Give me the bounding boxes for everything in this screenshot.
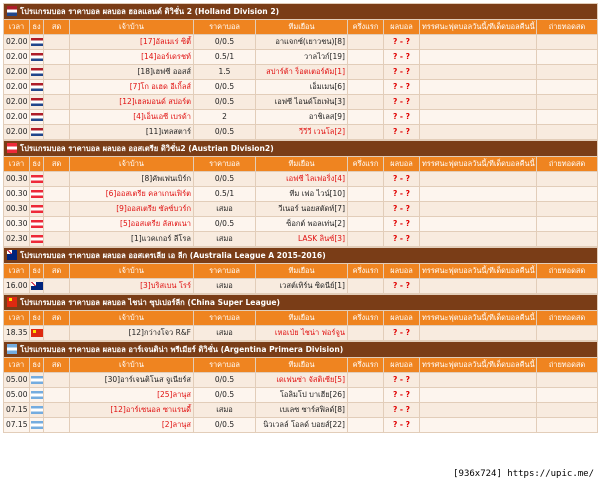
col-flag-header: ธง — [30, 20, 44, 35]
prediction-cell — [420, 232, 537, 247]
league-header[interactable] — [4, 342, 598, 358]
country-flag-icon — [31, 391, 43, 399]
col-away-header: ทีมเยือน — [256, 358, 348, 373]
match-time: 02.00 — [4, 110, 30, 125]
col-halftime-header: ครึ่งแรก — [348, 157, 384, 172]
away-team[interactable]: วีวีวี เวนโล[2] — [256, 125, 348, 140]
col-home-header: เจ้าบ้าน — [70, 157, 194, 172]
live-cell — [44, 187, 70, 202]
live-broadcast-cell — [537, 232, 598, 247]
live-cell — [44, 326, 70, 341]
column-header-row — [4, 20, 598, 35]
match-row — [4, 418, 598, 433]
flag-cell — [30, 388, 44, 403]
live-cell — [44, 50, 70, 65]
match-row — [4, 125, 598, 140]
country-flag-icon — [31, 190, 43, 198]
match-row — [4, 202, 598, 217]
match-odds: 0/0.5 — [194, 388, 256, 403]
match-result: ? - ? — [384, 403, 420, 418]
halftime-score — [348, 125, 384, 140]
match-row — [4, 388, 598, 403]
halftime-score — [348, 35, 384, 50]
live-broadcast-cell — [537, 388, 598, 403]
col-flag-header: ธง — [30, 358, 44, 373]
home-team[interactable]: [5]ออสเตรีย ลัสเตเนา — [70, 217, 194, 232]
live-cell — [44, 125, 70, 140]
away-team[interactable]: นิวเวลล์ โอลด์ บอยส์[22] — [256, 418, 348, 433]
col-home-header: เจ้าบ้าน — [70, 264, 194, 279]
col-live-header: สด — [44, 157, 70, 172]
flag-cell — [30, 326, 44, 341]
country-flag-icon — [31, 53, 43, 61]
match-result: ? - ? — [384, 373, 420, 388]
home-team[interactable]: [18]เฮฟซี ออสส์ — [70, 65, 194, 80]
col-live-broadcast-header: ถ่ายทอดสด — [537, 157, 598, 172]
flag-cell — [30, 110, 44, 125]
live-broadcast-cell — [537, 373, 598, 388]
col-result-header: ผลบอล — [384, 311, 420, 326]
match-time: 00.30 — [4, 217, 30, 232]
flag-cell — [30, 95, 44, 110]
prediction-cell — [420, 403, 537, 418]
col-live-header: สด — [44, 311, 70, 326]
prediction-cell — [420, 95, 537, 110]
match-result: ? - ? — [384, 217, 420, 232]
live-cell — [44, 202, 70, 217]
flag-cell — [30, 187, 44, 202]
flag-cell — [30, 217, 44, 232]
live-broadcast-cell — [537, 217, 598, 232]
flag-cell — [30, 80, 44, 95]
halftime-score — [348, 80, 384, 95]
col-live-broadcast-header: ถ่ายทอดสด — [537, 20, 598, 35]
flag-cell — [30, 50, 44, 65]
match-odds: เสมอ — [194, 202, 256, 217]
prediction-cell — [420, 388, 537, 403]
halftime-score — [348, 403, 384, 418]
country-flag-icon — [31, 282, 43, 290]
away-team[interactable]: อาแจกซ์(เยาวชน)[8] — [256, 35, 348, 50]
match-row — [4, 187, 598, 202]
league-header-row — [4, 141, 598, 157]
col-prediction-header: ทรรศนะฟุตบอลวันนี้/ทีเด็ดบอลคืนนี้ — [420, 311, 537, 326]
country-flag-icon — [31, 220, 43, 228]
col-time-header: เวลา — [4, 157, 30, 172]
live-broadcast-cell — [537, 187, 598, 202]
match-time: 02.00 — [4, 35, 30, 50]
match-row — [4, 326, 598, 341]
col-odds-header: ราคาบอล — [194, 264, 256, 279]
country-flag-icon — [31, 205, 43, 213]
col-home-header: เจ้าบ้าน — [70, 311, 194, 326]
halftime-score — [348, 326, 384, 341]
match-result: ? - ? — [384, 172, 420, 187]
away-team[interactable]: สปาร์ต้า ร็อตเตอร์ดัม[1] — [256, 65, 348, 80]
home-team[interactable]: [14]ออร์เดรชท์ — [70, 50, 194, 65]
match-time: 02.00 — [4, 95, 30, 110]
live-cell — [44, 403, 70, 418]
match-time: 18.35 — [4, 326, 30, 341]
country-flag-icon — [31, 406, 43, 414]
match-row — [4, 80, 598, 95]
match-result: ? - ? — [384, 326, 420, 341]
live-broadcast-cell — [537, 125, 598, 140]
col-halftime-header: ครึ่งแรก — [348, 311, 384, 326]
flag-cell — [30, 403, 44, 418]
live-broadcast-cell — [537, 172, 598, 187]
match-result: ? - ? — [384, 279, 420, 294]
match-result: ? - ? — [384, 80, 420, 95]
flag-cell — [30, 65, 44, 80]
league-header[interactable] — [4, 4, 598, 20]
match-result: ? - ? — [384, 418, 420, 433]
live-cell — [44, 35, 70, 50]
halftime-score — [348, 95, 384, 110]
flag-cell — [30, 125, 44, 140]
away-team[interactable]: เดเฟนซ่า จัสติเซีย[5] — [256, 373, 348, 388]
col-result-header: ผลบอล — [384, 20, 420, 35]
away-team[interactable]: วีเนอร์ นอยสตัดท์[7] — [256, 202, 348, 217]
austria-ball-icon — [7, 143, 17, 153]
match-row — [4, 373, 598, 388]
live-broadcast-cell — [537, 418, 598, 433]
match-time: 05.00 — [4, 388, 30, 403]
match-time: 02.00 — [4, 65, 30, 80]
australia-league-icon — [7, 250, 17, 260]
col-result-header: ผลบอล — [384, 157, 420, 172]
col-prediction-header: ทรรศนะฟุตบอลวันนี้/ทีเด็ดบอลคืนนี้ — [420, 157, 537, 172]
match-row — [4, 65, 598, 80]
prediction-cell — [420, 202, 537, 217]
away-team[interactable]: ซ็อกต์ พอลเท่น[2] — [256, 217, 348, 232]
match-odds: 0.5/1 — [194, 187, 256, 202]
col-prediction-header: ทรรศนะฟุตบอลวันนี้/ทีเด็ดบอลคืนนี้ — [420, 358, 537, 373]
col-result-header: ผลบอล — [384, 358, 420, 373]
live-broadcast-cell — [537, 95, 598, 110]
match-odds: เสมอ — [194, 279, 256, 294]
country-flag-icon — [31, 175, 43, 183]
col-time-header: เวลา — [4, 358, 30, 373]
prediction-cell — [420, 418, 537, 433]
league-table — [3, 294, 598, 341]
prediction-cell — [420, 50, 537, 65]
column-header-row — [4, 358, 598, 373]
prediction-cell — [420, 373, 537, 388]
match-time: 02.00 — [4, 125, 30, 140]
prediction-cell — [420, 279, 537, 294]
flag-cell — [30, 202, 44, 217]
col-flag-header: ธง — [30, 157, 44, 172]
col-time-header: เวลา — [4, 20, 30, 35]
live-cell — [44, 110, 70, 125]
match-odds: 0/0.5 — [194, 217, 256, 232]
live-cell — [44, 279, 70, 294]
halftime-score — [348, 187, 384, 202]
country-flag-icon — [31, 113, 43, 121]
match-odds: 0/0.5 — [194, 125, 256, 140]
league-title[interactable]: โปรแกรมบอล ราคาบอล ผลบอล ออสเตรีย ดิวิชั่น2 (Austrian Division2) — [20, 144, 274, 153]
col-halftime-header: ครึ่งแรก — [348, 264, 384, 279]
country-flag-icon — [31, 329, 43, 337]
country-flag-icon — [31, 98, 43, 106]
match-odds: เสมอ — [194, 403, 256, 418]
league-header[interactable] — [4, 248, 598, 264]
live-cell — [44, 217, 70, 232]
home-team[interactable]: [1]แวคเกอร์ ลีโรล — [70, 232, 194, 247]
league-table — [3, 140, 598, 247]
league-header[interactable] — [4, 141, 598, 157]
live-broadcast-cell — [537, 50, 598, 65]
away-team[interactable]: LASK ลินซ์[3] — [256, 232, 348, 247]
home-team[interactable]: [9]ออสเตรีย ซัลซ์บวร์ก — [70, 202, 194, 217]
col-odds-header: ราคาบอล — [194, 157, 256, 172]
away-team[interactable]: เวสต์เทิร์น ซิดนีย์[1] — [256, 279, 348, 294]
match-row — [4, 279, 598, 294]
match-time: 00.30 — [4, 187, 30, 202]
live-cell — [44, 65, 70, 80]
match-row — [4, 95, 598, 110]
match-result: ? - ? — [384, 110, 420, 125]
home-team[interactable]: [12]เฮลมอนด์ สปอร์ต — [70, 95, 194, 110]
live-broadcast-cell — [537, 279, 598, 294]
match-odds: 0/0.5 — [194, 35, 256, 50]
away-team[interactable]: เอฟซี ไอนด์โฮเฟ่น[3] — [256, 95, 348, 110]
match-row — [4, 232, 598, 247]
flag-cell — [30, 172, 44, 187]
match-time: 00.30 — [4, 202, 30, 217]
match-result: ? - ? — [384, 202, 420, 217]
halftime-score — [348, 65, 384, 80]
halftime-score — [348, 50, 384, 65]
match-odds: เสมอ — [194, 232, 256, 247]
match-odds: 0/0.5 — [194, 418, 256, 433]
country-flag-icon — [31, 376, 43, 384]
flag-cell — [30, 35, 44, 50]
col-away-header: ทีมเยือน — [256, 20, 348, 35]
col-away-header: ทีมเยือน — [256, 264, 348, 279]
match-row — [4, 50, 598, 65]
match-result: ? - ? — [384, 388, 420, 403]
prediction-cell — [420, 35, 537, 50]
col-odds-header: ราคาบอล — [194, 20, 256, 35]
column-header-row — [4, 311, 598, 326]
home-team[interactable]: [2]ลานุส — [70, 418, 194, 433]
match-time: 00.30 — [4, 172, 30, 187]
halftime-score — [348, 418, 384, 433]
match-odds: 2 — [194, 110, 256, 125]
col-odds-header: ราคาบอล — [194, 311, 256, 326]
holland-flag-icon — [7, 6, 17, 16]
match-time: 16.00 — [4, 279, 30, 294]
col-live-broadcast-header: ถ่ายทอดสด — [537, 264, 598, 279]
live-broadcast-cell — [537, 65, 598, 80]
live-cell — [44, 172, 70, 187]
live-cell — [44, 373, 70, 388]
home-team[interactable]: [12]กว่างโจว R&F — [70, 326, 194, 341]
match-odds: 0/0.5 — [194, 95, 256, 110]
league-table — [3, 3, 598, 140]
home-team[interactable]: [3]บริสเบน โรร์ — [70, 279, 194, 294]
away-team[interactable]: เอ็มเมน[6] — [256, 80, 348, 95]
away-team[interactable]: เอฟซี ไลเฟอริ่ง[4] — [256, 172, 348, 187]
match-row — [4, 172, 598, 187]
match-result: ? - ? — [384, 125, 420, 140]
col-home-header: เจ้าบ้าน — [70, 358, 194, 373]
country-flag-icon — [31, 83, 43, 91]
col-away-header: ทีมเยือน — [256, 157, 348, 172]
col-result-header: ผลบอล — [384, 264, 420, 279]
match-odds: 0/0.5 — [194, 172, 256, 187]
home-team[interactable]: [12]อาร์เซนอล ซาแรนดี้ — [70, 403, 194, 418]
away-team[interactable]: วาลไวก์[19] — [256, 50, 348, 65]
home-team[interactable]: [25]ลานุส — [70, 388, 194, 403]
away-team[interactable]: โอลิมโป บาเฮีย[26] — [256, 388, 348, 403]
col-away-header: ทีมเยือน — [256, 311, 348, 326]
live-cell — [44, 418, 70, 433]
match-time: 07.15 — [4, 418, 30, 433]
col-live-broadcast-header: ถ่ายทอดสด — [537, 358, 598, 373]
country-flag-icon — [31, 68, 43, 76]
home-team[interactable]: [7]โก อเฮด อีเกิ้ลส์ — [70, 80, 194, 95]
halftime-score — [348, 217, 384, 232]
league-title[interactable]: โปรแกรมบอล ราคาบอล ผลบอล ออสเตรเลีย เอ ลีก (Australia League A 2015-2016) — [20, 251, 326, 260]
country-flag-icon — [31, 421, 43, 429]
country-flag-icon — [31, 38, 43, 46]
col-halftime-header: ครึ่งแรก — [348, 20, 384, 35]
column-header-row — [4, 264, 598, 279]
away-team[interactable]: อาชิเลส[9] — [256, 110, 348, 125]
match-row — [4, 403, 598, 418]
league-header-row — [4, 4, 598, 20]
flag-cell — [30, 232, 44, 247]
column-header-row — [4, 157, 598, 172]
match-odds: 1.5 — [194, 65, 256, 80]
halftime-score — [348, 202, 384, 217]
country-flag-icon — [31, 128, 43, 136]
match-odds: เสมอ — [194, 326, 256, 341]
match-row — [4, 217, 598, 232]
halftime-score — [348, 373, 384, 388]
match-result: ? - ? — [384, 187, 420, 202]
live-broadcast-cell — [537, 403, 598, 418]
halftime-score — [348, 232, 384, 247]
prediction-cell — [420, 65, 537, 80]
prediction-cell — [420, 326, 537, 341]
col-live-header: สด — [44, 358, 70, 373]
halftime-score — [348, 110, 384, 125]
league-title[interactable]: โปรแกรมบอล ราคาบอล ผลบอล ฮอลแลนด์ ดิวิชั่น 2 (Holland Division 2) — [20, 7, 280, 16]
col-time-header: เวลา — [4, 311, 30, 326]
away-team[interactable]: เหอเป่ย ไชน่า ฟอร์จูน — [256, 326, 348, 341]
prediction-cell — [420, 125, 537, 140]
flag-cell — [30, 373, 44, 388]
league-program-list — [3, 3, 597, 433]
league-header-row — [4, 295, 598, 311]
col-prediction-header: ทรรศนะฟุตบอลวันนี้/ทีเด็ดบอลคืนนี้ — [420, 264, 537, 279]
home-team[interactable]: [11]เทลสตาร์ — [70, 125, 194, 140]
home-team[interactable]: [30]อาร์เจนติโนส จูเนียร์ส — [70, 373, 194, 388]
argentina-league-icon — [7, 344, 17, 354]
match-odds: 0/0.5 — [194, 373, 256, 388]
league-table — [3, 247, 598, 294]
country-flag-icon — [31, 235, 43, 243]
col-halftime-header: ครึ่งแรก — [348, 358, 384, 373]
match-time: 02.30 — [4, 232, 30, 247]
image-size-footer: [936x724] https://upic.me/ — [450, 468, 597, 480]
col-flag-header: ธง — [30, 311, 44, 326]
flag-cell — [30, 279, 44, 294]
prediction-cell — [420, 110, 537, 125]
match-result: ? - ? — [384, 35, 420, 50]
home-team[interactable]: [6]ออสเตรีย คลาเกนเฟิร์ต — [70, 187, 194, 202]
col-live-header: สด — [44, 20, 70, 35]
live-cell — [44, 80, 70, 95]
live-broadcast-cell — [537, 326, 598, 341]
prediction-cell — [420, 217, 537, 232]
prediction-cell — [420, 172, 537, 187]
prediction-cell — [420, 187, 537, 202]
home-team[interactable]: [8]คัพเฟนเบิร์ก — [70, 172, 194, 187]
match-odds: 0.5/1 — [194, 50, 256, 65]
live-broadcast-cell — [537, 202, 598, 217]
match-odds: 0/0.5 — [194, 80, 256, 95]
league-title[interactable]: โปรแกรมบอล ราคาบอล ผลบอล ไชน่า ซุปเปอร์ลีก (China Super League) — [20, 298, 281, 307]
col-flag-header: ธง — [30, 264, 44, 279]
live-broadcast-cell — [537, 80, 598, 95]
league-title[interactable]: โปรแกรมบอล ราคาบอล ผลบอล อาร์เจนติน่า พรีเมียร์ ดิวิชั่น (Argentina Primera Division) — [20, 345, 344, 354]
league-header-row — [4, 248, 598, 264]
league-header[interactable] — [4, 295, 598, 311]
col-home-header: เจ้าบ้าน — [70, 20, 194, 35]
col-prediction-header: ทรรศนะฟุตบอลวันนี้/ทีเด็ดบอลคืนนี้ — [420, 20, 537, 35]
match-time: 02.00 — [4, 50, 30, 65]
live-cell — [44, 388, 70, 403]
match-row — [4, 110, 598, 125]
live-broadcast-cell — [537, 110, 598, 125]
china-league-icon — [7, 297, 17, 307]
match-result: ? - ? — [384, 65, 420, 80]
live-cell — [44, 232, 70, 247]
prediction-cell — [420, 80, 537, 95]
match-row — [4, 35, 598, 50]
league-table — [3, 341, 598, 433]
match-result: ? - ? — [384, 50, 420, 65]
flag-cell — [30, 418, 44, 433]
home-team[interactable]: [4]เอ็นเอซี เบรด้า — [70, 110, 194, 125]
match-time: 05.00 — [4, 373, 30, 388]
col-time-header: เวลา — [4, 264, 30, 279]
match-time: 07.15 — [4, 403, 30, 418]
halftime-score — [348, 388, 384, 403]
col-live-broadcast-header: ถ่ายทอดสด — [537, 311, 598, 326]
away-team[interactable]: เบเลซ ซาร์สฟิลด์[8] — [256, 403, 348, 418]
halftime-score — [348, 279, 384, 294]
live-broadcast-cell — [537, 35, 598, 50]
match-result: ? - ? — [384, 95, 420, 110]
col-live-header: สด — [44, 264, 70, 279]
league-header-row — [4, 342, 598, 358]
match-result: ? - ? — [384, 232, 420, 247]
halftime-score — [348, 172, 384, 187]
match-time: 02.00 — [4, 80, 30, 95]
away-team[interactable]: ทีม เฟอ ไวน์[10] — [256, 187, 348, 202]
live-cell — [44, 95, 70, 110]
col-odds-header: ราคาบอล — [194, 358, 256, 373]
home-team[interactable]: [17]อัลเมเร่ ซิตี้ — [70, 35, 194, 50]
